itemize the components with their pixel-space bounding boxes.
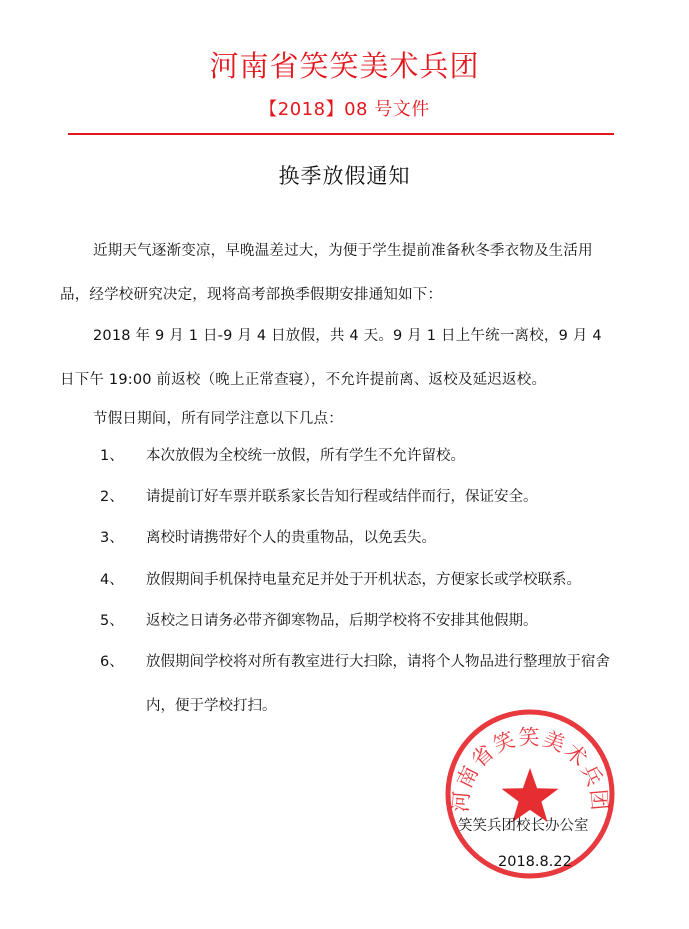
header-divider [68,133,614,135]
list-item-text: 请提前订好车票并联系家长告知行程或结伴而行，保证安全。 [146,489,538,505]
list-item-number: 3、 [100,530,124,546]
list-item-text: 放假期间手机保持电量充足并处于开机状态，方便家长或学校联系。 [146,572,581,588]
list-item-text: 放假期间学校将对所有教室进行大扫除，请将个人物品进行整理放于宿舍内，便于学校打扫。 [146,654,610,714]
list-item-text: 返校之日请务必带齐御寒物品，后期学校将不安排其他假期。 [146,613,538,629]
notice-title: 换季放假通知 [278,164,411,188]
signer-office: 笑笑兵团校长办公室 [458,818,589,834]
schedule-paragraph: 2018 年 9 月 1 日-9 月 4 日放假，共 4 天。9 月 1 日上午统一离校，9 月 4 日下午 19:00 前返校（晚上正常查寝），不允许提前离、返校及延迟返校。 [60,328,602,388]
seal-text: 河南省笑笑美术兵团 [448,725,612,814]
list-item-text: 本次放假为全校统一放假，所有学生不允许留校。 [146,448,465,464]
list-item-number: 5、 [100,613,124,629]
notes-lead-paragraph: 节假日期间，所有同学注意以下几点： [93,411,343,427]
list-item-text: 离校时请携带好个人的贵重物品，以免丢失。 [146,530,436,546]
list-item-number: 1、 [100,448,124,464]
list-item-number: 2、 [100,489,124,505]
list-item-number: 4、 [100,572,124,588]
signature-date: 2018.8.22 [498,854,572,870]
document-number: 【2018】08 号文件 [259,99,430,120]
organization-title: 河南省笑笑美术兵团 [209,49,480,83]
list-item-number: 6、 [100,654,124,670]
intro-paragraph: 近期天气逐渐变凉，早晚温差过大，为便于学生提前准备秋冬季衣物及生活用品，经学校研究决定，现将高考部换季假期安排通知如下： [60,243,593,303]
